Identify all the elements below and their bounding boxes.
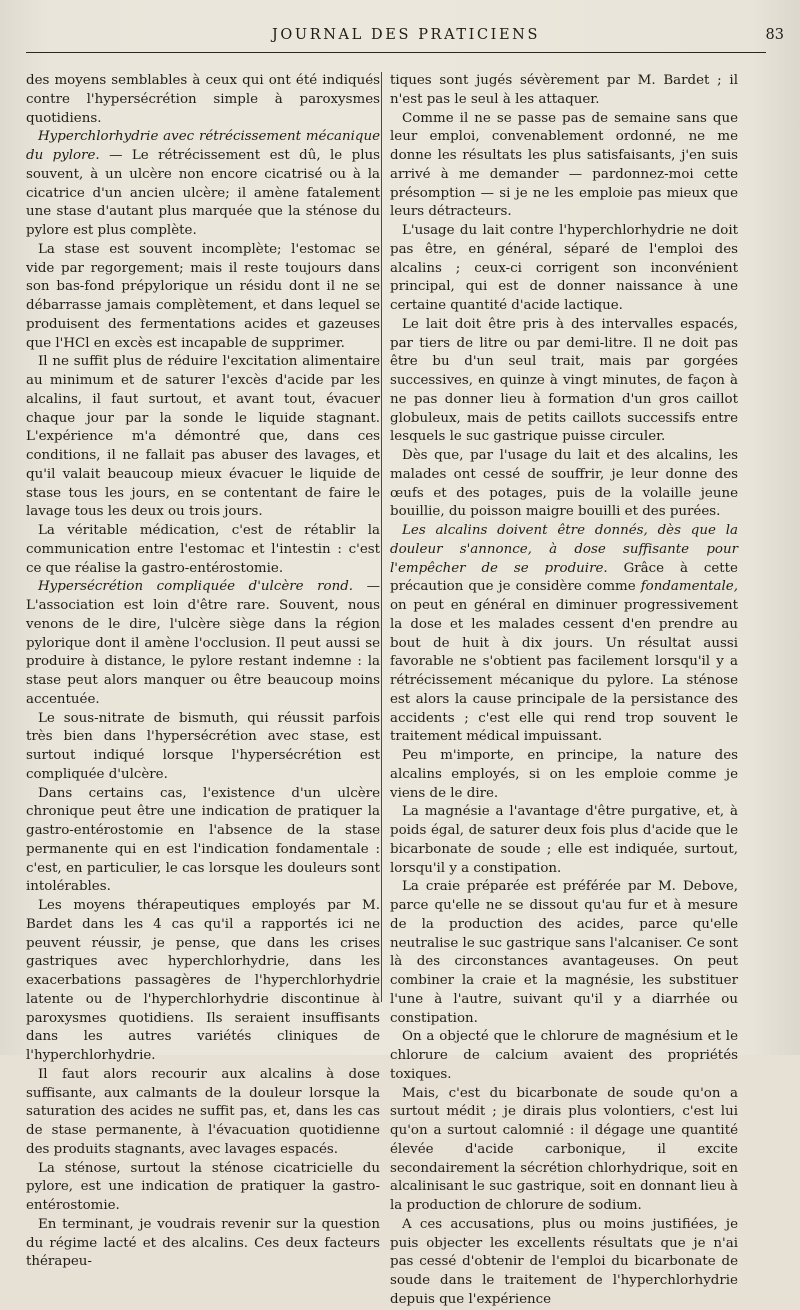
paragraph — [26, 578, 380, 709]
paragraph: des moyens semblables à ceux qui ont été indiqués contre l'hypersécrétion simple à paroxysmes quotidiens. — [26, 73, 380, 126]
section-heading: Hypersécrétion compliquée d'ulcère rond. — [38, 579, 354, 595]
paragraph: En terminant, je voudrais revenir sur la question du régime lacté et des alcalins. Ces deux facteurs thérapeu- — [26, 1216, 380, 1270]
page-number: 83 — [765, 27, 784, 43]
paragraph: Il faut alors recourir aux alcalins à dose suffisante, aux calmants de la douleur lorsque la saturation des acides ne suffit pas, et, dans les cas de stase permanente, à l'évacuation quotidienne des produits stagnants, avec lavages espacés. — [26, 1066, 380, 1157]
paragraph-text: — Le rétrécissement est dû, le plus souvent, à un ulcère non encore cicatrisé ou à la cicatrice d'un ancien ulcère; il amène fatalement une stase d'autant plus marquée que la sténose du pylore est plus complète. — [26, 148, 380, 238]
paragraph: Dans certains cas, l'existence d'un ulcère chronique peut être une indication de pratiquer la gastro-entérostomie en l'absence de la stase permanente qui en est l'indication fondamentale : c'est, en particulier, le cas lorsque les douleurs sont intolérables. — [26, 785, 380, 895]
italic-emphasis: fondamentale, — [640, 579, 738, 595]
paragraph — [26, 128, 380, 241]
paragraph: A ces accusations, plus ou moins justifiées, je puis objecter les excellents résultats que je n'ai pas cessé d'obtenir de l'emploi du bicarbonate de soude dans le traitement de l'hyperchlorhydrie depuis que l'expérience — [390, 1216, 738, 1307]
paragraph: La magnésie a l'avantage d'être purgative, et, à poids égal, de saturer deux fois plus d'acide que le bicarbonate de soude ; elle est indiquée, surtout, lorsqu'il y a constipation. — [390, 804, 738, 876]
italic-emphasis: Les alcalins doivent être donnés, dès que la douleur s'annonce, à dose suffisante pour l'empêcher de se produire. — [390, 523, 738, 576]
section-heading: Hyperchlorhydrie avec rétrécissement mécanique du pylore. — [26, 129, 380, 163]
paragraph: Le sous-nitrate de bismuth, qui réussit parfois très bien dans l'hypersécrétion avec stase, est surtout indiqué lorsque l'hypersécrétion est compliquée d'ulcère. — [26, 710, 380, 782]
right-column — [390, 72, 738, 1310]
column-divider — [381, 72, 382, 1002]
paragraph: Le lait doit être pris à des intervalles espacés, par tiers de litre ou par demi-litre. Il ne doit pas être bu d'un seul trait, mais par gorgées successives, en quinze à vingt minutes, de façon à ne pas donner lieu à formation d'un gros caillot globuleux, mais de petits caillots successifs entre lesquels le suc gastrique puisse circuler. — [390, 316, 738, 445]
running-header — [26, 22, 786, 52]
paragraph-text: Grâce à cette précaution que je considère comme — [390, 560, 738, 595]
paragraph: La craie préparée est préférée par M. Debove, parce qu'elle ne se dissout qu'au fur et à mesure de la production des acides, parce qu'elle neutralise le suc gastrique sans l'alcaniser. Ce sont là des circonstances avantageuses. On peut combiner la craie et la magnésie, les substituer l'une à l'autre, suivant qu'il y a diarrhée ou constipation. — [390, 879, 738, 1026]
paragraph: Peu m'importe, en principe, la nature des alcalins employés, si on les emploie comme je viens de le dire. — [390, 748, 738, 801]
paragraph: On a objecté que le chlorure de magnésium et le chlorure de calcium avaient des propriétés toxiques. — [390, 1029, 738, 1082]
paragraph: Il ne suffit plus de réduire l'excitation alimentaire au minimum et de saturer l'excès d'acide par les alcalins, il faut surtout, et avant tout, évacuer chaque jour par la sonde le liquide stagnant. L'expérience m'a démontré que, dans ces conditions, il ne fallait pas abuser des lavages, et qu'il valait beaucoup mieux évacuer le liquide de stase tous les jours, en se contentant de faire le lavage tous les deux ou trois jours. — [26, 354, 380, 520]
journal-title: JOURNAL DES PRATICIENS — [272, 27, 540, 43]
paragraph — [390, 522, 738, 747]
paragraph: Mais, c'est du bicarbonate de soude qu'on a surtout médit ; je dirais plus volontiers, c'est lui qu'on a surtout calomnié : il dégage une quantité élevée d'acide carbonique, il excite secondairement la sécrétion chlorhydrique, soit en alcalinisant le suc gastrique, soit en donnant lieu à la production de chlorure de sodium. — [390, 1085, 738, 1213]
paragraph: La sténose, surtout la sténose cicatricielle du pylore, est une indication de pratiquer la gastro-entérostomie. — [26, 1160, 380, 1213]
paragraph: Comme il ne se passe pas de semaine sans que leur emploi, convenablement ordonné, ne me donne les résultats les plus satisfaisants, j'en suis arrivé à me demander — pardonnez-moi cette présomption — si je ne les emploie pas mieux que leurs détracteurs. — [390, 110, 738, 220]
header-rule — [26, 52, 766, 53]
paragraph: tiques sont jugés sévèrement par M. Bardet ; il n'est pas le seul à les attaquer. — [390, 73, 738, 107]
paragraph: La véritable médication, c'est de rétablir la communication entre l'estomac et l'intestin : c'est ce que réalise la gastro-entérostomie. — [26, 523, 380, 576]
left-column — [26, 72, 380, 1272]
paragraph: Les moyens thérapeutiques employés par M. Bardet dans les 4 cas qu'il a rapportés ici ne peuvent réussir, je pense, que dans les crises gastriques avec hyperchlorhydrie, dans les exacerbations passagères de l'hyperchlorhydrie latente ou de l'hyperchlorhydrie discontinue à paroxysmes quotidiens. Ils seraient insuffisants dans les autres variétés cliniques de l'hyperchlorhydrie. — [26, 898, 380, 1063]
paragraph: La stase est souvent incomplète; l'estomac se vide par regorgement; mais il reste toujours dans son bas-fond prépylorique un résidu dont il ne se débarrasse jamais complètement, et dans lequel se produisent des fermentations acides et gazeuses que l'HCl en excès est incapable de supprimer. — [26, 241, 380, 351]
paragraph: L'usage du lait contre l'hyperchlorhydrie ne doit pas être, en général, séparé de l'emploi des alcalins ; ceux-ci corrigent son inconvénient principal, qui est de donner naissance à une certaine quantité d'acide lactique. — [390, 223, 738, 313]
paragraph: Dès que, par l'usage du lait et des alcalins, les malades ont cessé de souffrir, je leur donne des œufs et des potages, puis de la volaille jeune bouillie, du poisson maigre bouilli et des purées. — [390, 448, 738, 520]
paragraph-text: — L'association est loin d'être rare. Souvent, nous venons de le dire, l'ulcère siège dans la région pylorique dont il amène l'occlusion. Il peut aussi se produire à distance, le pylore restant indemne : la stase peut alors manquer ou être beaucoup moins accentuée. — [26, 579, 380, 707]
paragraph-text: on peut en général en diminuer progressivement la dose et les malades cessent d'en prendre au bout de huit à dix jours. Un résultat aussi favorable ne s'obtient pas facilement lorsqu'il y a rétrécissement mécanique du pylore. La sténose est alors la cause principale de la persistance des accidents ; c'est elle qui rend trop souvent le traitement médical impuissant. — [390, 598, 738, 745]
